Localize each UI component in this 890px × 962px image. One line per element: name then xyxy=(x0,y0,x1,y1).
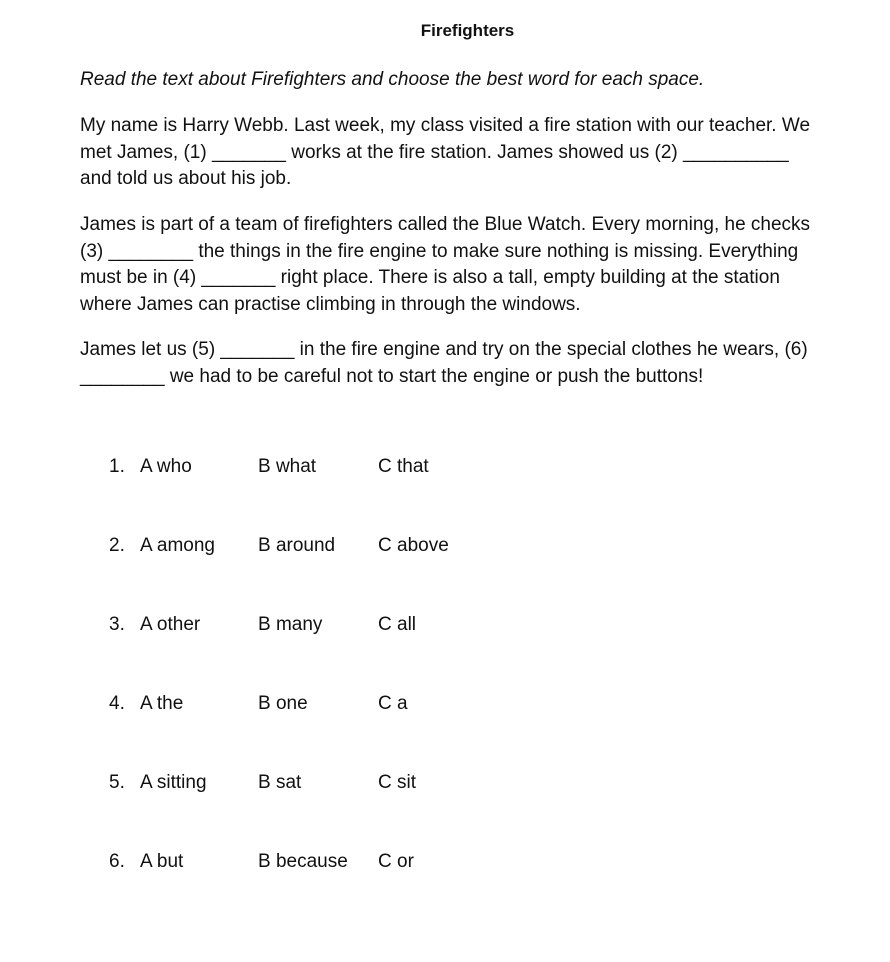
question-number: 1. xyxy=(109,456,125,477)
option-c: C sit xyxy=(378,772,416,793)
question-number: 2. xyxy=(109,535,125,556)
option-a: A the xyxy=(140,693,184,714)
paragraph-line: met James, (1) _______ works at the fire station. James showed us (2) __________ xyxy=(80,141,789,163)
option-c: C that xyxy=(378,456,429,477)
option-b: B because xyxy=(258,851,348,872)
option-c: C all xyxy=(378,614,417,635)
option-c: C above xyxy=(378,535,449,556)
paragraph-2 xyxy=(80,212,810,318)
paragraph-line: James let us (5) _______ in the fire engine and try on the special clothes he wears, (6) xyxy=(80,339,808,360)
paragraph-line: and told us about his job. xyxy=(80,168,292,189)
question-number: 4. xyxy=(109,693,125,714)
question-number: 5. xyxy=(109,772,125,793)
option-a: A other xyxy=(140,614,201,635)
instructions: Read the text about Firefighters and choose the best word for each space. xyxy=(80,69,705,90)
paragraph-line: (3) ________ the things in the fire engine to make sure nothing is missing. Everything xyxy=(80,240,799,262)
option-a: A among xyxy=(140,535,215,556)
paragraph-line: James is part of a team of firefighters called the Blue Watch. Every morning, he checks xyxy=(80,214,811,235)
option-a: A but xyxy=(140,851,184,872)
option-b: B around xyxy=(258,535,336,556)
paragraph-1 xyxy=(80,113,810,193)
option-b: B what xyxy=(258,456,317,477)
option-a: A who xyxy=(140,456,192,477)
question-number: 6. xyxy=(109,851,125,872)
question-number: 3. xyxy=(109,614,125,635)
option-b: B many xyxy=(258,614,323,635)
page-title: Firefighters xyxy=(420,21,515,40)
paragraph-3 xyxy=(80,337,808,390)
paragraph-line: My name is Harry Webb. Last week, my class visited a fire station with our teacher. We xyxy=(80,115,811,136)
option-b: B sat xyxy=(258,772,302,793)
option-a: A sitting xyxy=(140,772,207,793)
paragraph-line: ________ we had to be careful not to start the engine or push the buttons! xyxy=(80,365,704,387)
paragraph-line: where James can practise climbing in through the windows. xyxy=(80,293,581,315)
option-c: C or xyxy=(378,851,414,872)
option-b: B one xyxy=(258,693,308,714)
paragraph-line: must be in (4) _______ right place. There is also a tall, empty building at the station xyxy=(80,267,780,288)
option-c: C a xyxy=(378,693,408,714)
